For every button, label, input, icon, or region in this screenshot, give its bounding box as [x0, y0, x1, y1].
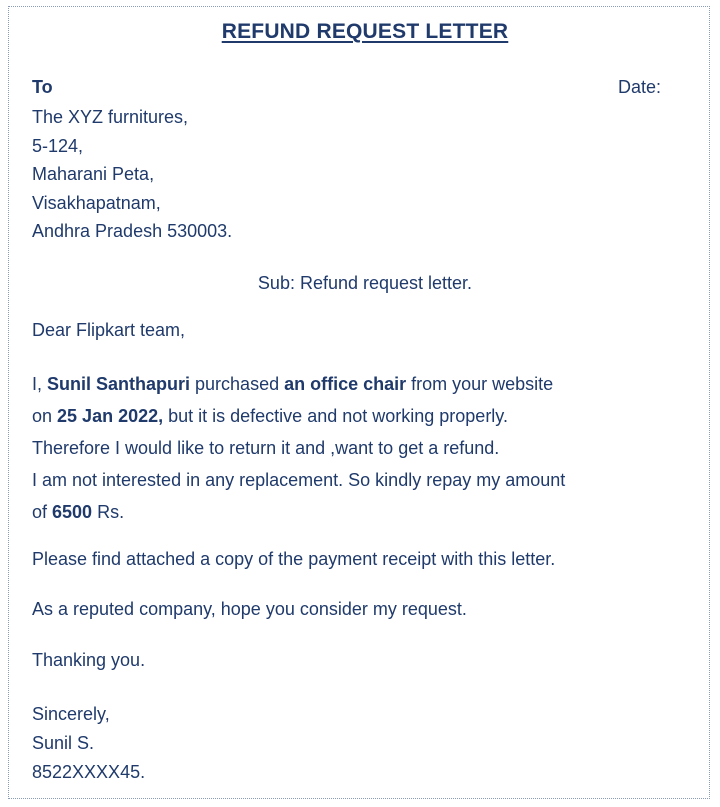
product-name: an office chair: [284, 374, 407, 394]
body-text: Rs.: [92, 502, 125, 522]
body-text: purchased: [190, 374, 285, 394]
sender-name: Sunil S.: [32, 733, 95, 753]
body-paragraph: [32, 368, 692, 528]
date-label: Date:: [618, 77, 662, 97]
recipient-address: [32, 103, 232, 246]
body-line: [32, 368, 692, 400]
address-line: Maharani Peta,: [32, 164, 155, 184]
purchase-date: 25 Jan 2022,: [57, 406, 164, 426]
body-line: [32, 496, 692, 528]
customer-name: Sunil Santhapuri: [47, 374, 191, 394]
address-line: 5-124,: [32, 135, 84, 156]
body-text: on: [32, 406, 58, 426]
closing: Sincerely,: [32, 704, 110, 724]
letter-title: REFUND REQUEST LETTER: [221, 20, 509, 43]
attachment-note: Please find attached a copy of the payment receipt with this letter.: [32, 549, 556, 569]
address-line: Visakhapatnam,: [32, 192, 161, 213]
sender-phone: 8522XXXX45.: [32, 762, 146, 782]
subject-line: Sub: Refund request letter.: [257, 273, 473, 293]
address-line: Andhra Pradesh 530003.: [32, 221, 233, 241]
address-line: The XYZ furnitures,: [32, 107, 189, 127]
body-text: but it is defective and not working properly.: [163, 406, 508, 426]
salutation: Dear Flipkart team,: [32, 320, 186, 340]
body-text: of: [32, 502, 53, 522]
signoff-block: [32, 700, 145, 787]
to-label: To: [32, 77, 53, 97]
body-text: from your website: [406, 374, 554, 394]
body-text: I,: [32, 374, 48, 394]
body-line: Therefore I would like to return it and ,want to get a refund.: [32, 438, 500, 458]
body-line: I am not interested in any replacement. So kindly repay my amount: [32, 470, 566, 490]
request-note: As a reputed company, hope you consider my request.: [32, 599, 467, 619]
thanks-line: Thanking you.: [32, 650, 146, 670]
body-line: [32, 400, 692, 432]
refund-amount: 6500: [52, 502, 93, 522]
